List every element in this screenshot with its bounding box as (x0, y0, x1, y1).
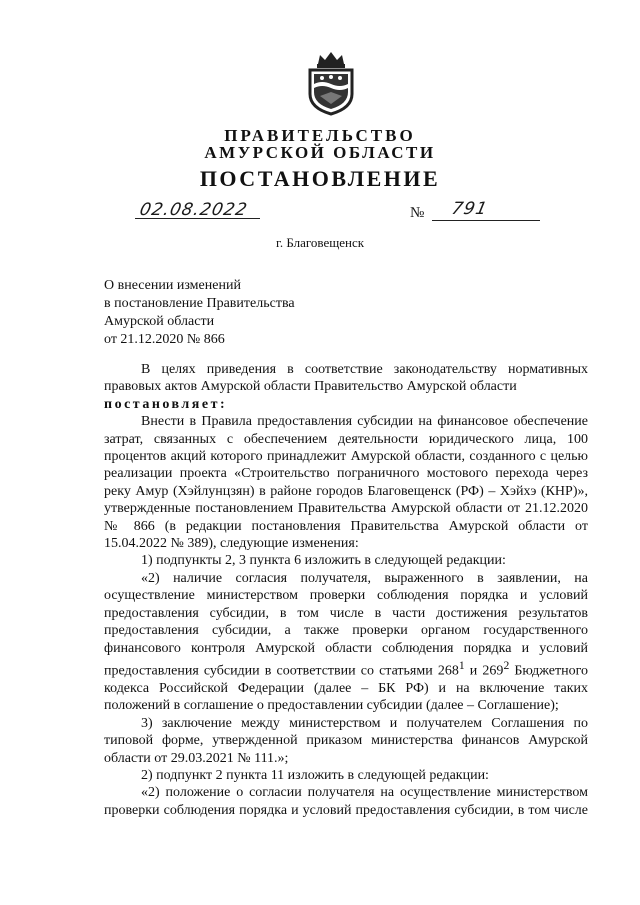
title-line: Амурской области (104, 314, 215, 329)
date-underline (135, 218, 260, 219)
resolve-word: постановляет: (104, 396, 228, 412)
number-sign: № (410, 205, 425, 221)
city-name: г. Благовещенск (275, 235, 365, 250)
document-body (104, 361, 588, 819)
main-paragraph: Внести в Правила предоставления субсидии на финансовое обеспечение затрат, связанных с обеспечением деятельности юридического лица, 100 процентов акций которого принадлежит Амурской области, созданного с целью реализации проекта «Строительство пограничного мостового перехода через реку Амур (Хэйлунцзян) в районе городов Благовещенск (РФ) – Хэйхэ (КНР)», утвержденные постановлением Правительства Амурской области от 21.12.2020 № 866 (в редакции постановления Правительства Амурской области от 15.04.2022 № 389), следующие изменения: (104, 414, 588, 552)
coat-of-arms-emblem (300, 50, 362, 116)
item2-intro: 2) подпункт 2 пункта 11 изложить в следующей редакции: (141, 768, 489, 783)
intro-paragraph: В целях приведения в соответствие законодательству нормативных правовых актов Амурской области Правительство Амурской области (104, 362, 588, 395)
document-type: ПОСТАНОВЛЕНИЕ (199, 166, 441, 191)
document-number: 791 (449, 199, 490, 219)
article-superscript: 1 (458, 658, 465, 672)
item1-subpoint2-text: «2) наличие согласия получателя, выраженного в заявлении, на осуществление министерством проверки соблюдения порядка и условий предоставления субсидии, в том числе в части достижения результатов предоставления субсидии, а также проверки органом государственного финансового контроля Амурской области соблюдения порядка и условий предоставления субсидии в соответствии со статьями 268 (104, 570, 588, 679)
authority-name-line2: АМУРСКОЙ ОБЛАСТИ (204, 143, 436, 162)
title-line: в постановление Правительства (104, 296, 295, 311)
item2-subpoint2: «2) положение о согласии получателя на осуществление министерством проверки соблюдения порядка и условий предоставления субсидии, в том числе (104, 785, 588, 818)
title-line: от 21.12.2020 № 866 (104, 332, 225, 347)
item1-subpoint2-and: и 269 (464, 663, 504, 679)
document-title (104, 277, 295, 349)
authority-name-line1: ПРАВИТЕЛЬСТВО (224, 126, 416, 145)
number-underline (432, 220, 540, 221)
document-date: 02.08.2022 (137, 200, 250, 220)
item1-intro: 1) подпункты 2, 3 пункта 6 изложить в следующей редакции: (141, 553, 506, 569)
item1-subpoint2 (104, 570, 588, 715)
item1-subpoint2-text-cont: Бюджетного кодекса Российской Федерации (далее – БК РФ) и на включение таких положений в соглашение о предоставлении субсидии (далее – Соглашение); (104, 663, 589, 714)
title-line: О внесении изменений (104, 278, 241, 293)
article-superscript: 2 (503, 658, 510, 672)
item1-subpoint3: 3) заключение между министерством и получателем Соглашения по типовой форме, утвержденной приказом министерства финансов Амурской области от 29.03.2021 № 111.»; (104, 715, 588, 766)
